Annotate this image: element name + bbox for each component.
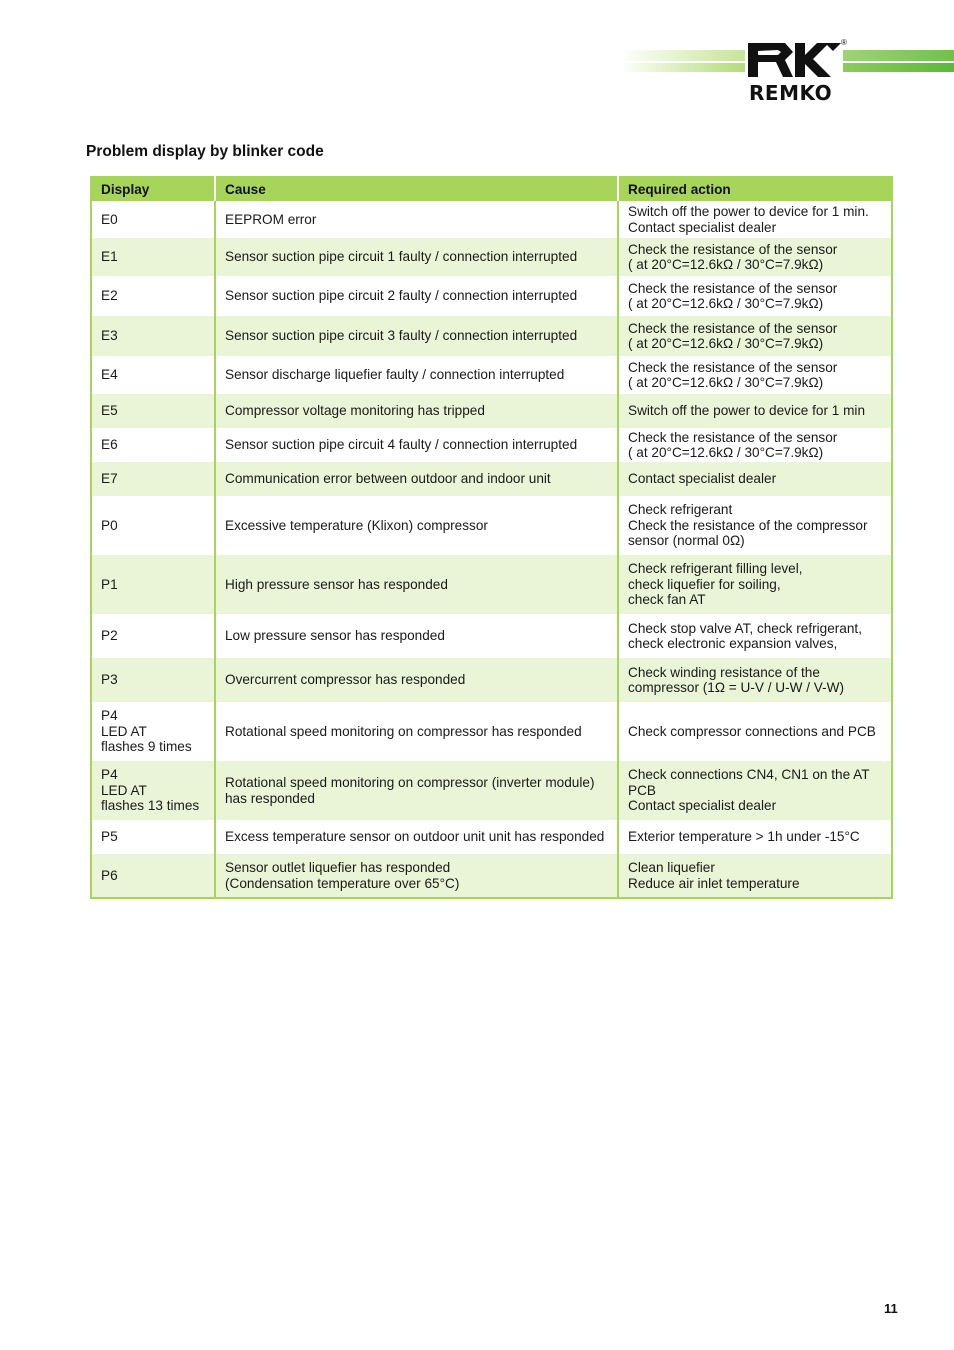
remko-logo	[745, 40, 850, 104]
table-row	[91, 854, 892, 898]
section-title: Problem display by blinker code	[86, 143, 324, 160]
cell-cause: Communication error between outdoor and indoor unit	[215, 462, 618, 496]
cell-cause: Excess temperature sensor on outdoor unit unit has responded	[215, 820, 618, 854]
cell-cause: Rotational speed monitoring on compressor has responded	[215, 702, 618, 761]
cell-display: P2	[91, 614, 215, 658]
cell-cause: Compressor voltage monitoring has tripped	[215, 394, 618, 428]
cell-action: Check the resistance of the sensor ( at 20°C=12.6kΩ / 30°C=7.9kΩ)	[618, 356, 892, 394]
table-row	[91, 201, 892, 238]
cell-action: Check the resistance of the sensor ( at 20°C=12.6kΩ / 30°C=7.9kΩ)	[618, 238, 892, 276]
remko-logo-mark	[745, 40, 843, 80]
cell-action: Check the resistance of the sensor ( at 20°C=12.6kΩ / 30°C=7.9kΩ)	[618, 276, 892, 316]
cell-cause: Overcurrent compressor has responded	[215, 658, 618, 702]
cell-display: P6	[91, 854, 215, 898]
table-row	[91, 658, 892, 702]
cell-cause: Sensor suction pipe circuit 3 faulty / connection interrupted	[215, 316, 618, 356]
cell-action: Check the resistance of the sensor ( at 20°C=12.6kΩ / 30°C=7.9kΩ)	[618, 428, 892, 462]
cell-display: P1	[91, 555, 215, 614]
cell-action: Check stop valve AT, check refrigerant, check electronic expansion valves,	[618, 614, 892, 658]
cell-action: Clean liquefier Reduce air inlet temperature	[618, 854, 892, 898]
logo-wordmark: REMKO	[749, 81, 833, 105]
cell-action: Exterior temperature > 1h under -15°C	[618, 820, 892, 854]
cell-cause: Sensor outlet liquefier has responded (Condensation temperature over 65°C)	[215, 854, 618, 898]
cell-cause: Rotational speed monitoring on compressor (inverter module) has responded	[215, 761, 618, 820]
header-display: Display	[91, 177, 215, 201]
cell-display: P3	[91, 658, 215, 702]
registered-mark: ®	[841, 38, 847, 47]
page-number: 11	[884, 1301, 898, 1316]
cell-action: Check connections CN4, CN1 on the AT PCB Contact specialist dealer	[618, 761, 892, 820]
table-row	[91, 356, 892, 394]
cell-cause: Excessive temperature (Klixon) compressor	[215, 496, 618, 555]
cell-display: P4 LED AT flashes 9 times	[91, 702, 215, 761]
table-row	[91, 394, 892, 428]
header-required-action: Required action	[618, 177, 892, 201]
cell-display: E4	[91, 356, 215, 394]
table-row	[91, 316, 892, 356]
table-row	[91, 702, 892, 761]
cell-action: Check refrigerant Check the resistance of the compressor sensor (normal 0Ω)	[618, 496, 892, 555]
cell-display: E6	[91, 428, 215, 462]
cell-action: Check refrigerant filling level, check liquefier for soiling, check fan AT	[618, 555, 892, 614]
cell-cause: EEPROM error	[215, 201, 618, 238]
table-row	[91, 428, 892, 462]
table-row	[91, 496, 892, 555]
cell-display: E1	[91, 238, 215, 276]
table-header-row	[91, 177, 892, 201]
header-cause: Cause	[215, 177, 618, 201]
cell-display: E7	[91, 462, 215, 496]
table-row	[91, 820, 892, 854]
cell-action: Check compressor connections and PCB	[618, 702, 892, 761]
cell-cause: High pressure sensor has responded	[215, 555, 618, 614]
table-row	[91, 238, 892, 276]
cell-display: E0	[91, 201, 215, 238]
cell-display: E5	[91, 394, 215, 428]
cell-action: Check the resistance of the sensor ( at 20°C=12.6kΩ / 30°C=7.9kΩ)	[618, 316, 892, 356]
table-row	[91, 462, 892, 496]
cell-cause: Sensor suction pipe circuit 1 faulty / connection interrupted	[215, 238, 618, 276]
table-row	[91, 761, 892, 820]
cell-cause: Low pressure sensor has responded	[215, 614, 618, 658]
cell-action: Switch off the power to device for 1 min. Contact specialist dealer	[618, 201, 892, 238]
cell-display: P0	[91, 496, 215, 555]
cell-action: Switch off the power to device for 1 min	[618, 394, 892, 428]
blinker-code-table	[90, 176, 893, 899]
cell-cause: Sensor discharge liquefier faulty / connection interrupted	[215, 356, 618, 394]
table-row	[91, 555, 892, 614]
cell-display: P4 LED AT flashes 13 times	[91, 761, 215, 820]
cell-action: Contact specialist dealer	[618, 462, 892, 496]
cell-cause: Sensor suction pipe circuit 4 faulty / connection interrupted	[215, 428, 618, 462]
cell-display: E3	[91, 316, 215, 356]
cell-display: E2	[91, 276, 215, 316]
table-row	[91, 614, 892, 658]
cell-cause: Sensor suction pipe circuit 2 faulty / connection interrupted	[215, 276, 618, 316]
table-row	[91, 276, 892, 316]
cell-display: P5	[91, 820, 215, 854]
cell-action: Check winding resistance of the compressor (1Ω = U-V / U-W / V-W)	[618, 658, 892, 702]
